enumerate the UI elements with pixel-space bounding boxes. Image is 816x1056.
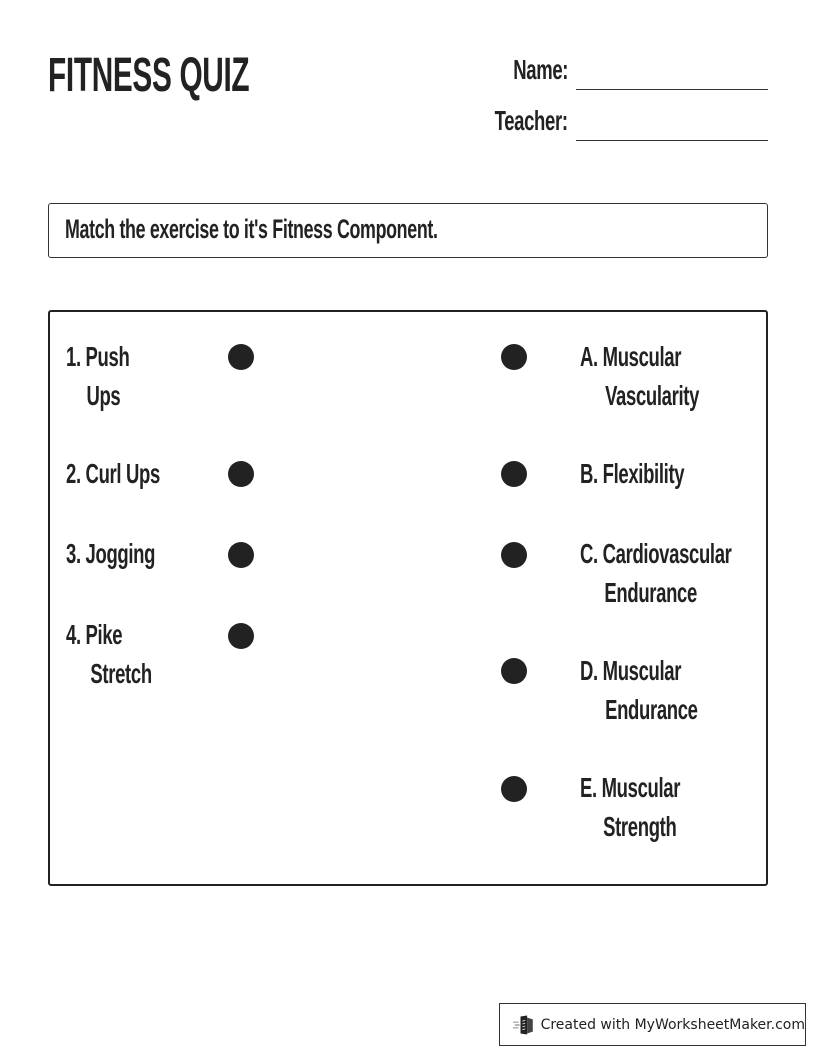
component-dot-b[interactable] (501, 461, 527, 487)
component-label: A. Muscular (580, 341, 682, 372)
component-item-d (580, 651, 698, 729)
component-label-line2: Vascularity (605, 380, 700, 411)
created-with-badge[interactable] (499, 1003, 806, 1046)
component-item-c (580, 534, 732, 612)
component-dot-a[interactable] (501, 344, 527, 370)
exercise-label: 3. Jogging (66, 538, 156, 569)
component-item-a (580, 337, 699, 415)
component-item-e (580, 768, 680, 846)
created-with-text: Created with MyWorksheetMaker.com (540, 1016, 805, 1033)
exercise-label-line2: Stretch (90, 658, 152, 689)
matching-box (48, 310, 768, 886)
component-label: D. Muscular (580, 655, 682, 686)
component-label: B. Flexibility (580, 458, 685, 489)
teacher-field[interactable] (576, 140, 768, 141)
component-dot-c[interactable] (501, 542, 527, 568)
exercise-dot-2[interactable] (228, 461, 254, 487)
page-title: FITNESS QUIZ (48, 49, 250, 102)
exercise-label-line2: Ups (86, 380, 121, 411)
component-item-b (580, 454, 684, 493)
exercise-item-1 (66, 337, 129, 415)
exercise-dot-4[interactable] (228, 623, 254, 649)
component-label-line2: Endurance (605, 694, 698, 725)
exercise-label: 1. Push (66, 341, 130, 372)
component-label: E. Muscular (580, 772, 681, 803)
component-dot-d[interactable] (501, 658, 527, 684)
worksheet-maker-logo-icon (512, 1013, 537, 1037)
exercise-item-2 (66, 454, 160, 493)
component-label: C. Cardiovascular (580, 538, 732, 569)
instructions-box (48, 203, 768, 258)
teacher-label: Teacher: (494, 105, 568, 136)
instructions-text: Match the exercise to it's Fitness Component. (65, 214, 438, 244)
component-label-line2: Strength (603, 811, 677, 842)
exercise-item-4 (66, 615, 152, 693)
component-label-line2: Endurance (604, 577, 697, 608)
exercise-item-3 (66, 534, 155, 573)
component-dot-e[interactable] (501, 776, 527, 802)
name-field[interactable] (576, 89, 768, 90)
name-label: Name: (513, 54, 568, 85)
exercise-dot-3[interactable] (228, 542, 254, 568)
exercise-label: 4. Pike (66, 619, 123, 650)
exercise-dot-1[interactable] (228, 344, 254, 370)
exercise-label: 2. Curl Ups (66, 458, 160, 489)
